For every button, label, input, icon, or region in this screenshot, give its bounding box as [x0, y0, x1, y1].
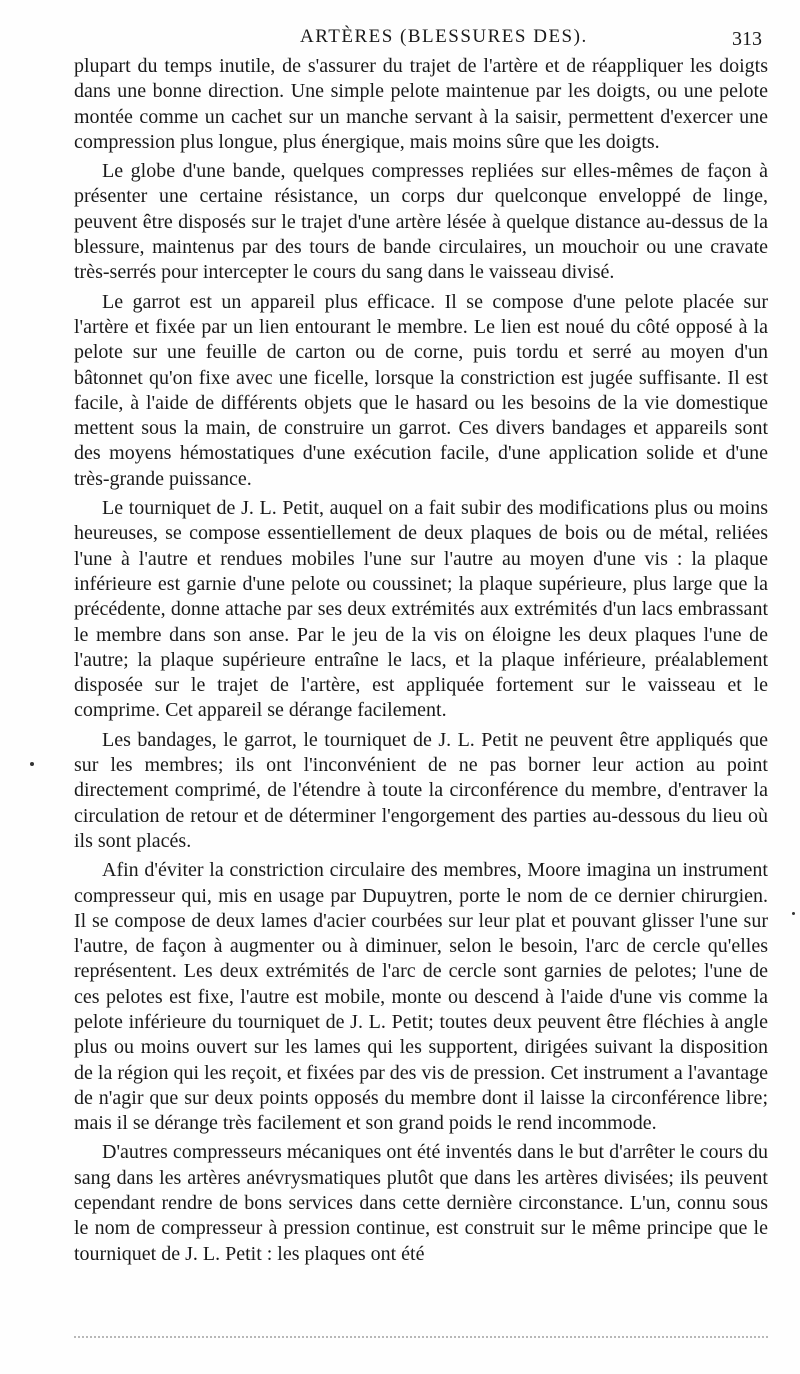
- paragraph: Les bandages, le garrot, le tourniquet de J. L. Petit ne peuvent être appliqués que sur les membres; ils ont l'inconvénient de ne pas borner leur action au point directement comprimé, de l'étendre à toute la circonférence du membre, d'entraver la circulation de retour et de déterminer l'engorgement des parties au-dessous du lieu où ils sont placés.: [74, 728, 768, 852]
- paragraph: Le garrot est un appareil plus efficace. Il se compose d'une pelote placée sur l'artère et fixée par un lien entourant le membre. Le lien est noué du côté opposé à la pelote sur une feuille de carton ou de corne, puis tordu et serré au moyen d'un bâtonnet qu'on fixe avec une ficelle, lorsque la constriction est jugée suffisante. Il est facile, à l'aide de différents objets que le hasard ou les besoins de la vie domestique mettent sous la main, de construire un garrot. Ces divers bandages et appareils sont des moyens hémostatiques d'une exécution facile, d'une application solide et d'une très-grande puissance.: [74, 290, 768, 490]
- footer-rule: [74, 1336, 768, 1338]
- ink-speck: [792, 912, 795, 915]
- running-title: ARTÈRES (BLESSURES DES).: [300, 26, 588, 47]
- ink-speck: [30, 762, 34, 766]
- paragraph: Le tourniquet de J. L. Petit, auquel on a fait subir des modifications plus ou moins heureuses, se compose essentiellement de deux plaques de bois ou de métal, reliées l'une à l'autre et rendues mobiles l'une sur l'autre au moyen d'une vis : la plaque inférieure est garnie d'une pelote ou coussinet; la plaque supérieure, plus large que la précédente, donne attache par ses deux extrémités aux extrémités d'un lacs embrassant le membre dans son anse. Par le jeu de la vis on éloigne les deux plaques l'une de l'autre; la plaque supérieure entraîne le lacs, et la plaque inférieure, préalablement disposée sur le trajet de l'artère, est appliquée fortement sur le vaisseau et le comprime. Cet appareil se dérange facilement.: [74, 497, 768, 722]
- paragraph: plupart du temps inutile, de s'assurer du trajet de l'artère et de réappliquer les doigts dans une bonne direction. Une simple pelote maintenue par les doigts, ou une pelote montée comme un cachet sur un manche servant à la saisir, permettent d'exercer une compression plus longue, plus énergique, mais moins sûre que les doigts.: [74, 55, 768, 153]
- paragraph: Le globe d'une bande, quelques compresses repliées sur elles-mêmes de façon à présenter une certaine résistance, un corps dur quelconque enveloppé de linge, peuvent être disposés sur le trajet d'une artère lésée à quelque distance au-dessus de la blessure, maintenus par des tours de bande circulaires, un mouchoir ou une cravate très-serrés pour intercepter le cours du sang dans le vaisseau divisé.: [74, 160, 768, 284]
- paragraph: Afin d'éviter la constriction circulaire des membres, Moore imagina un instrument compresseur qui, mis en usage par Dupuytren, porte le nom de ce dernier chirurgien. Il se compose de deux lames d'acier courbées sur leur plat et pouvant glisser l'une sur l'autre, de façon à augmenter ou à diminuer, selon le besoin, l'arc de cercle qu'elles représentent. Les deux extrémités de l'arc de cercle sont garnies de pelotes; l'une de ces pelotes est fixe, l'autre est mobile, monte ou descend à l'aide d'une vis comme la pelote inférieure du tourniquet de J. L. Petit; toutes deux peuvent être fléchies à angle plus ou moins ouvert sur les lames qui les supportent, dirigées suivant la disposition de la région qui les reçoit, et fixées par des vis de pression. Cet instrument a l'avantage de n'agir que sur deux points opposés du membre dont il laisse la circonférence libre; mais il se dérange très facilement et son grand poids le rend incommode.: [74, 859, 768, 1135]
- paragraph: D'autres compresseurs mécaniques ont été inventés dans le but d'arrêter le cours du sang dans les artères anévrysmatiques plutôt que dans les artères divisées; ils peuvent cependant rendre de bons services dans cette dernière circonstance. L'un, connu sous le nom de compresseur à pression continue, est construit sur le même principe que le tourniquet de J. L. Petit : les plaques ont été: [74, 1141, 768, 1265]
- body-text: [74, 54, 768, 1271]
- page-number: 313: [732, 28, 762, 50]
- page-header: [0, 24, 800, 54]
